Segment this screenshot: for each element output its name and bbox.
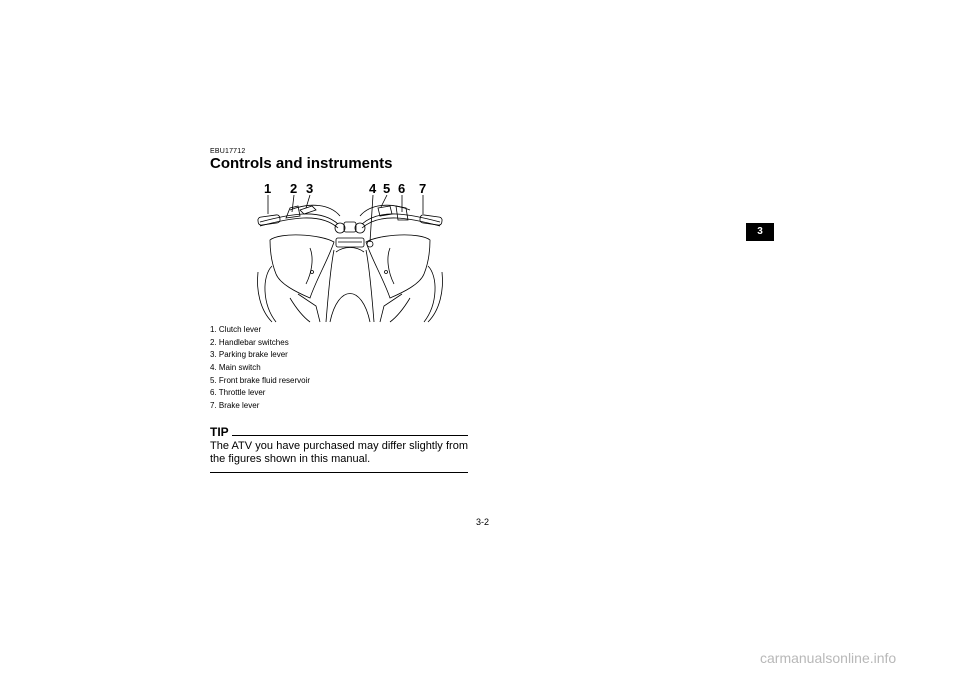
legend-item-throttle-lever: 6. Throttle lever: [210, 388, 266, 398]
footwells: [290, 294, 410, 322]
legend-item-parking-brake-lever: 3. Parking brake lever: [210, 350, 288, 360]
atv-handlebar-illustration: [250, 180, 450, 325]
document-code: EBU17712: [210, 148, 246, 155]
callout-1: 1: [264, 181, 272, 196]
handlebar: [258, 205, 443, 228]
callout-7: 7: [419, 181, 427, 196]
legend-item-handlebar-switches: 2. Handlebar switches: [210, 337, 289, 347]
legend-item-clutch-lever: 1. Clutch lever: [210, 325, 262, 334]
front-fenders: [270, 235, 430, 298]
callout-2: 2: [290, 181, 298, 196]
chapter-tab: 3: [746, 223, 774, 241]
tip-divider-bottom: [210, 472, 468, 473]
tires: [258, 266, 443, 322]
legend-item-main-switch: 4. Main switch: [210, 363, 261, 373]
callout-3: 3: [306, 181, 314, 196]
callout-5: 5: [383, 181, 391, 196]
tip-label: TIP: [210, 425, 229, 439]
callout-6: 6: [398, 181, 406, 196]
legend-item-front-brake-fluid-reservoir: 5. Front brake fluid reservoir: [210, 375, 311, 385]
section-title: Controls and instruments: [210, 155, 393, 172]
parts-legend: [210, 324, 310, 413]
tip-header: [210, 426, 468, 438]
front-body: [326, 248, 374, 323]
tip-divider-top: [232, 435, 468, 436]
center-console: [335, 222, 373, 247]
legend-item-brake-lever: 7. Brake lever: [210, 401, 260, 411]
page-number: 3-2: [476, 517, 490, 527]
watermark: carmanualsonline.info: [760, 650, 897, 666]
tip-text: The ATV you have purchased may differ slightly from the figures shown in this manual.: [210, 440, 468, 465]
callout-4: 4: [369, 181, 377, 196]
